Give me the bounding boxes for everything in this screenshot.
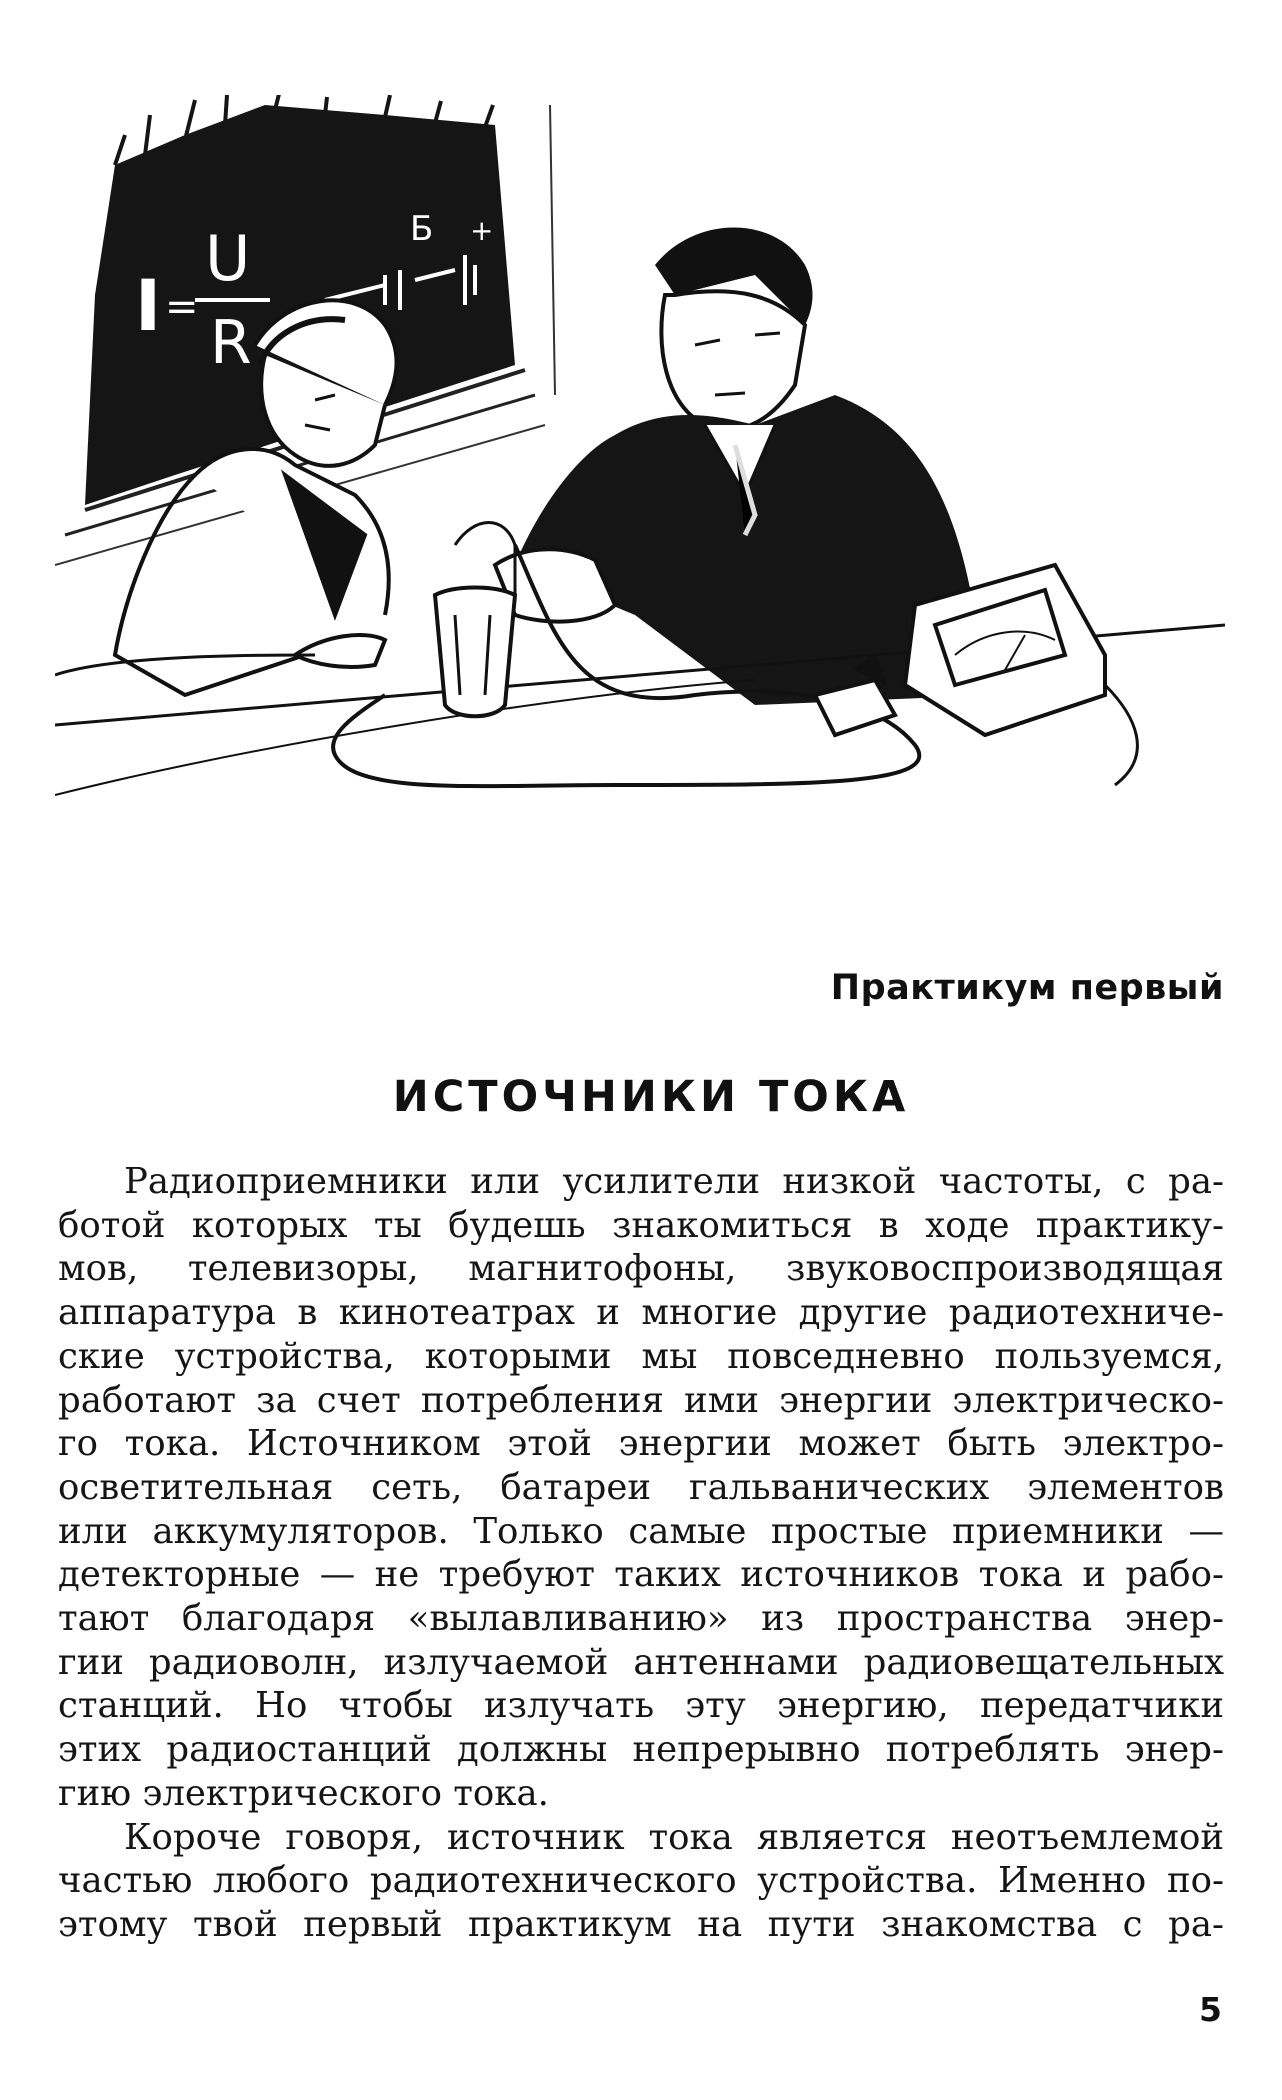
formula-equals: =: [165, 284, 199, 330]
section-subheading: Практикум первый: [830, 968, 1224, 1008]
text-line: станций. Но чтобы излучать эту энергию, передатчики: [58, 1685, 1224, 1727]
formula-I: I: [135, 265, 162, 347]
text-line: этих радиостанций должны непрерывно потреблять энер-: [58, 1729, 1224, 1771]
chapter-title: ИСТОЧНИКИ ТОКА: [392, 1072, 910, 1122]
text-line: детекторные — не требуют таких источников тока и рабо-: [58, 1554, 1224, 1596]
battery-plus: +: [470, 214, 494, 247]
text-line: гии радиоволн, излучаемой антеннами радиовещательных: [58, 1641, 1224, 1683]
body-text: [58, 1160, 1224, 1947]
text-line: работают за счет потребления ими энергии электрическо-: [58, 1379, 1224, 1421]
text-line: гию электрического тока.: [58, 1772, 549, 1814]
page-number: 5: [1199, 1990, 1222, 2029]
text-line: ские устройства, которыми мы повседневно пользуемся,: [58, 1335, 1224, 1377]
text-line: или аккумуляторов. Только самые простые приемники —: [58, 1510, 1224, 1552]
text-line: ботой которых ты будешь знакомиться в ходе практику-: [58, 1204, 1224, 1246]
illustration-teacher-and-pupil: [55, 95, 1225, 925]
text-line: го тока. Источником этой энергии может быть электро-: [58, 1423, 1224, 1465]
text-line: частью любого радиотехнического устройства. Именно по-: [58, 1860, 1224, 1902]
text-line: тают благодаря «вылавливанию» из пространства энер-: [58, 1598, 1224, 1640]
formula-U: U: [205, 222, 251, 295]
paragraph-2: [58, 1816, 1224, 1947]
paragraph-1: [58, 1160, 1224, 1816]
text-line: мов, телевизоры, магнитофоны, звуковоспроизводящая: [58, 1248, 1224, 1290]
battery-label: Б: [410, 209, 434, 249]
text-line: Короче говоря, источник тока является неотъемлемой: [124, 1816, 1224, 1858]
text-line: аппаратура в кинотеатрах и многие другие радиотехниче-: [58, 1292, 1224, 1334]
formula-R: R: [210, 308, 252, 378]
text-line: осветительная сеть, батареи гальванических элементов: [58, 1466, 1224, 1508]
text-line: этому твой первый практикум на пути знакомства с ра-: [58, 1903, 1224, 1945]
text-line: Радиоприемники или усилители низкой частоты, с ра-: [124, 1161, 1224, 1202]
